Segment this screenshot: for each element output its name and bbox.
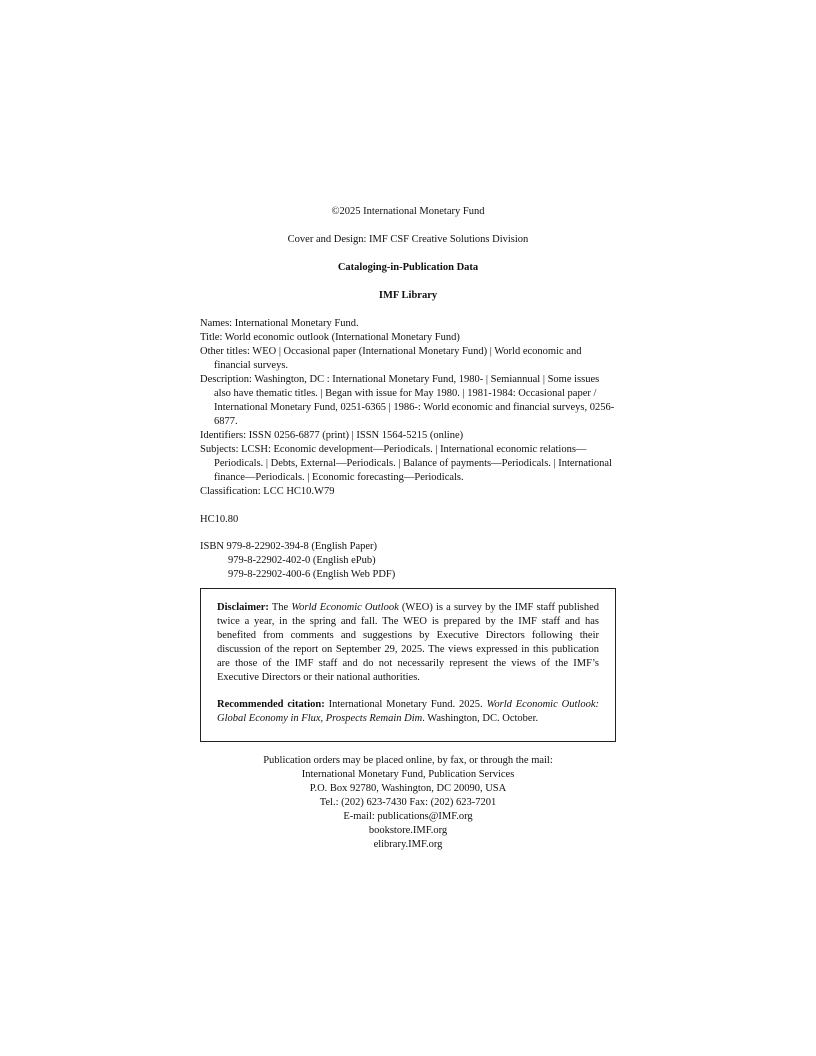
cip-classification: Classification: LCC HC10.W79 <box>200 486 335 497</box>
citation-paragraph <box>217 698 599 726</box>
isbn-list <box>200 540 395 582</box>
isbn-epub: 979-8-22902-402-0 (English ePub) <box>228 555 376 566</box>
cip-record <box>200 317 616 499</box>
cip-names: Names: International Monetary Fund. <box>200 318 359 329</box>
disclaimer-box <box>200 588 616 742</box>
orders-publisher: International Monetary Fund, Publication Services <box>301 769 515 780</box>
orders-intro: Publication orders may be placed online, by fax, or through the mail: <box>263 755 553 766</box>
orders-address: P.O. Box 92780, Washington, DC 20090, USA <box>309 783 507 794</box>
cover-design-credit: Cover and Design: IMF CSF Creative Solutions Division <box>287 234 529 245</box>
citation-post: . Washington, DC. October. <box>422 713 539 724</box>
cip-heading: Cataloging-in-Publication Data <box>337 262 479 273</box>
citation-title: World Economic Outlook: Global Economy in Flux, Prospects Remain Dim <box>217 699 599 724</box>
orders-phone-fax: Tel.: (202) 623-7430 Fax: (202) 623-7201 <box>319 797 497 808</box>
disclaimer-label: Disclaimer: <box>217 602 269 613</box>
citation-label: Recommended citation: <box>217 699 325 710</box>
citation-pre: International Monetary Fund. 2025. <box>324 699 487 710</box>
disclaimer-pre: The <box>268 602 292 613</box>
copyright-line: ©2025 International Monetary Fund <box>331 206 485 217</box>
cip-other-titles: Other titles: WEO | Occasional paper (International Monetary Fund) | World economic and financial surveys. <box>200 346 582 371</box>
cip-description: Description: Washington, DC : International Monetary Fund, 1980- | Semiannual | Some issues also have thematic titles. | Began with issue for May 1980. | 1981-1984: Occasional paper / International Monetary Fund, 0251-6365 | 1986-: World economic and financial surveys, 0256-6877. <box>200 374 615 427</box>
cip-title: Title: World economic outlook (International Monetary Fund) <box>200 332 460 343</box>
orders-bookstore-link[interactable]: bookstore.IMF.org <box>368 825 448 836</box>
cip-subjects: Subjects: LCSH: Economic development—Periodicals. | International economic relations—Periodicals. | Debts, External—Periodicals. | Balance of payments—Periodicals. | International finance—Periodicals. | Economic forecasting—Periodicals. <box>200 444 612 483</box>
publication-orders <box>200 754 616 852</box>
isbn-web-pdf: 979-8-22902-400-6 (English Web PDF) <box>228 569 396 580</box>
orders-email: E-mail: publications@IMF.org <box>343 811 473 822</box>
orders-elibrary-link[interactable]: elibrary.IMF.org <box>373 839 443 850</box>
hc-number: HC10.80 <box>200 514 239 525</box>
disclaimer-title: World Economic Outlook <box>291 602 399 613</box>
cip-identifiers: Identifiers: ISSN 0256-6877 (print) | ISSN 1564-5215 (online) <box>200 430 464 441</box>
isbn-paper: ISBN 979-8-22902-394-8 (English Paper) <box>200 541 378 552</box>
disclaimer-body: (WEO) is a survey by the IMF staff published twice a year, in the spring and fall. The WEO is prepared by the IMF staff and has benefited from comments and suggestions by Executive Directors following their discussion of the report on September 29, 2025. The views expressed in this publication are those of the IMF staff and do not necessarily represent the views of the IMF’s Executive Directors or their national authorities. <box>217 602 599 683</box>
disclaimer-paragraph <box>217 601 599 685</box>
library-heading: IMF Library <box>378 290 438 301</box>
